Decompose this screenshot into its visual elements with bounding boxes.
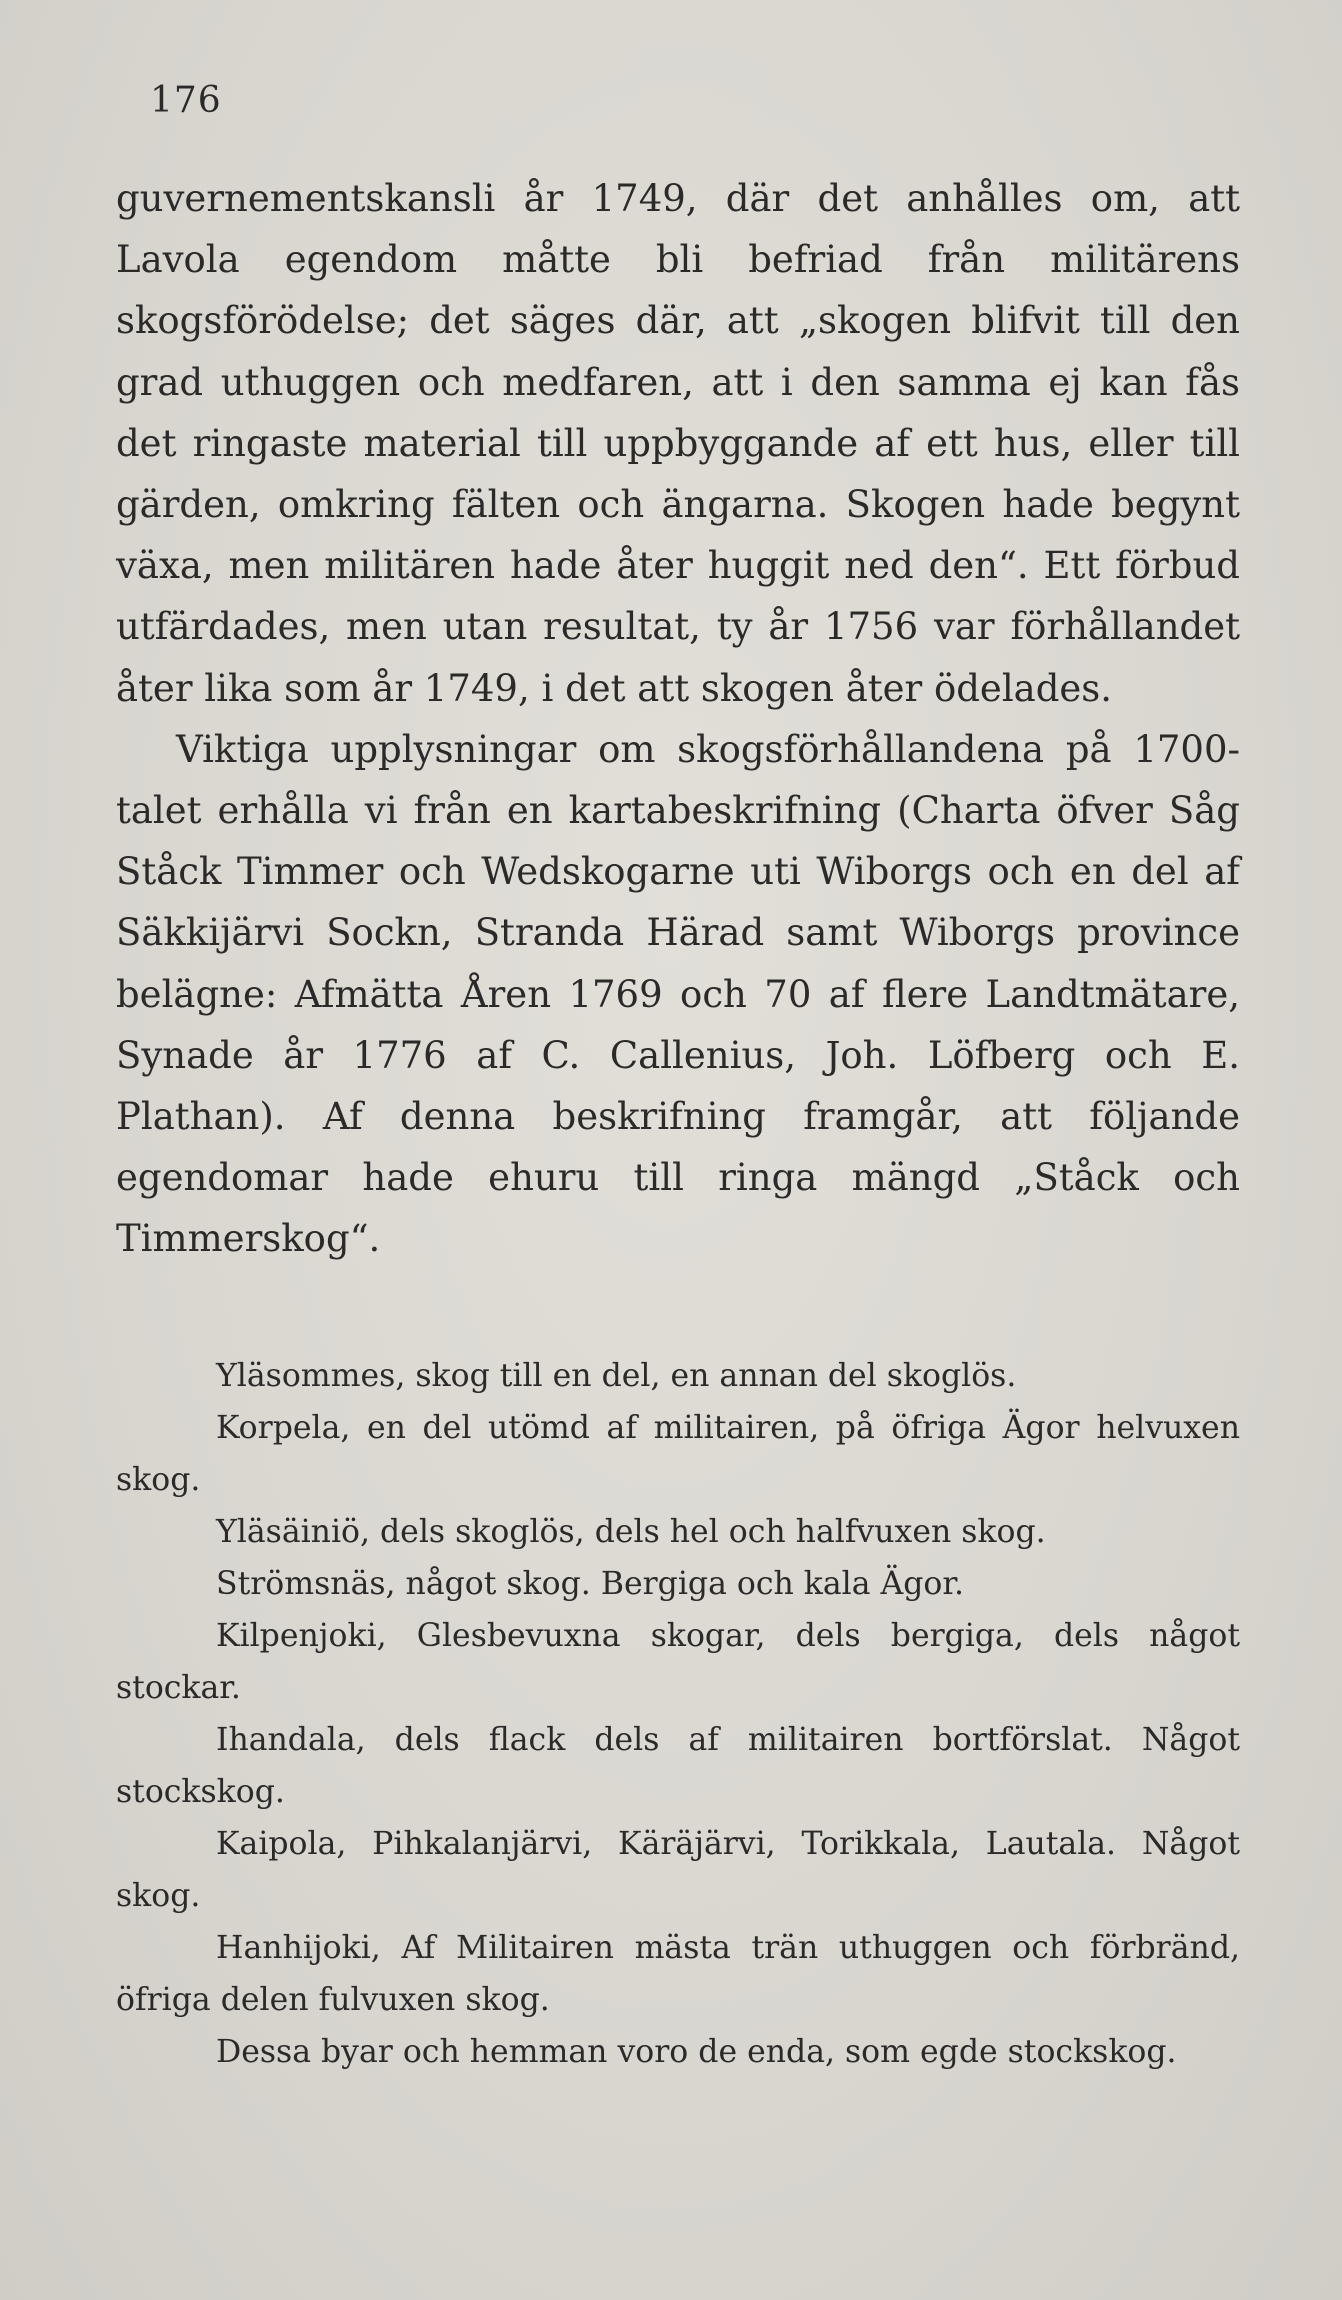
village-entry-ihandala: Ihandala, dels flack dels af militairen bortförslat. Något stockskog. <box>116 1722 1240 1810</box>
village-list <box>116 1350 1240 2078</box>
village-entry-stromsnas: Strömsnäs, något skog. Bergiga och kala Ägor. <box>216 1566 965 1602</box>
page-number: 176 <box>150 80 222 121</box>
paragraph-kartabeskrifning: Viktiga upplysningar om skogsförhållandena på 1700-talet erhålla vi från en kartabeskrifning (Charta öfver Såg Ståck Timmer och Wedskogarne uti Wiborgs och en del af Säkkijärvi Sockn, Stranda Härad samt Wiborgs province belägne: Afmätta Åren 1769 och 70 af flere Landtmätare, Synade år 1776 af C. Callenius, Joh. Löfberg och E. Plathan). Af denna beskrifning framgår, att följande egendomar hade ehuru till ringa mängd „Ståck och Timmerskog“. <box>116 727 1240 1261</box>
paragraph-lavola: guvernementskansli år 1749, där det anhålles om, att Lavola egendom måtte bli befriad från militärens skogsförödelse; det säges där, att „skogen blifvit till den grad uthuggen och medfaren, att i den samma ej kan fås det ringaste material till uppbyggande af ett hus, eller till gärden, omkring fälten och ängarna. Skogen hade begynt växa, men militären hade åter huggit ned den“. Ett förbud utfärdades, men utan resultat, ty år 1756 var förhållandet åter lika som år 1749, i det att skogen åter ödelades. <box>116 177 1240 710</box>
village-entry-summary: Dessa byar och hemman voro de enda, som egde stockskog. <box>216 2034 1177 2070</box>
village-entry-kilpenjoki: Kilpenjoki, Glesbevuxna skogar, dels bergiga, dels något stockar. <box>116 1618 1240 1706</box>
village-entry-ylasainio: Yläsäiniö, dels skoglös, dels hel och halfvuxen skog. <box>216 1514 1046 1550</box>
village-entry-korpela: Korpela, en del utömd af militairen, på öfriga Ägor helvuxen skog. <box>116 1410 1240 1498</box>
village-entry-ylasommes: Yläsommes, skog till en del, en annan del skoglös. <box>216 1358 1017 1394</box>
body-text <box>116 168 1240 1270</box>
village-entry-kaipola: Kaipola, Pihkalanjärvi, Käräjärvi, Torikkala, Lautala. Något skog. <box>116 1826 1240 1914</box>
village-entry-hanhijoki: Hanhijoki, Af Militairen mästa trän uthuggen och förbränd, öfriga delen fulvuxen skog. <box>116 1930 1240 2018</box>
